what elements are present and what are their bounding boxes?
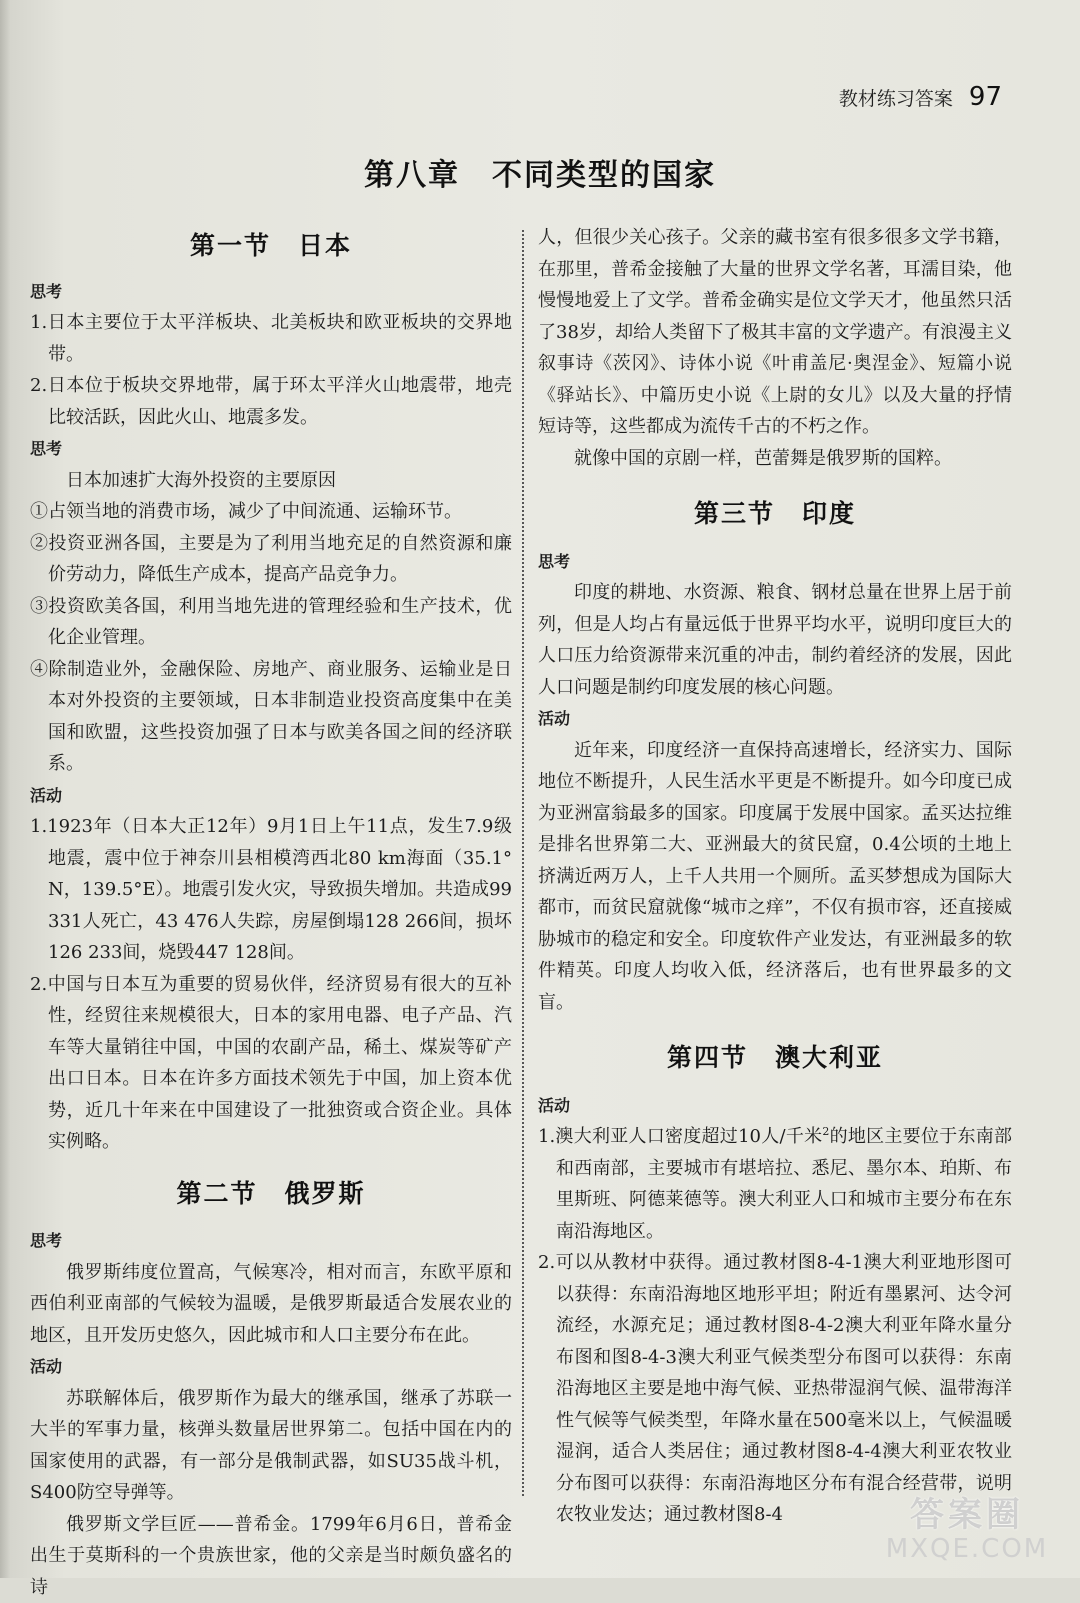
label-activity: 活动 <box>30 1351 512 1383</box>
paragraph <box>538 1121 1012 1247</box>
paragraph: 日本加速扩大海外投资的主要原因 <box>30 465 512 497</box>
paragraph: 俄罗斯文学巨匠——普希金。1799年6月6日，普希金出生于莫斯科的一个贵族世家，他的父亲是当时颇负盛名的诗 <box>30 1509 512 1603</box>
paragraph: 就像中国的京剧一样，芭蕾舞是俄罗斯的国粹。 <box>538 443 1012 475</box>
label-think: 思考 <box>30 1225 512 1257</box>
header-label: 教材练习答案 <box>839 84 953 111</box>
paragraph: ②投资亚洲各国，主要是为了利用当地充足的自然资源和廉价劳动力，降低生产成本，提高产品竞争力。 <box>30 528 512 591</box>
paragraph: 1.日本主要位于太平洋板块、北美板块和欧亚板块的交界地带。 <box>30 307 512 370</box>
superscript: 2 <box>822 1125 829 1138</box>
paragraph: ④除制造业外，金融保险、房地产、商业服务、运输业是日本对外投资的主要领域，日本非制造业投资高度集中在美国和欧盟，这些投资加强了日本与欧美各国之间的经济联系。 <box>30 654 512 780</box>
label-think: 思考 <box>538 546 1012 578</box>
section-title-japan: 第一节 日本 <box>30 230 512 262</box>
chapter-title: 第八章 不同类型的国家 <box>0 150 1080 194</box>
paragraph: 2.中国与日本互为重要的贸易伙伴，经济贸易有很大的互补性，经贸往来规模很大，日本的家用电器、电子产品、汽车等大量销往中国，中国的农副产品，稀土、煤炭等矿产出口日本。日本在许多方面技术领先于中国，加上资本优势，近几十年来在中国建设了一批独资或合资企业。具体实例略。 <box>30 969 512 1158</box>
page-number: 97 <box>969 82 1002 112</box>
paragraph: 印度的耕地、水资源、粮食、钢材总量在世界上居于前列，但是人均占有量远低于世界平均水平，说明印度巨大的人口压力给资源带来沉重的冲击，制约着经济的发展，因此人口问题是制约印度发展的核心问题。 <box>538 577 1012 703</box>
book-spine-shadow <box>0 0 10 1578</box>
paragraph: 1.1923年（日本大正12年）9月1日上午11点，发生7.9级地震，震中位于神奈川县相模湾西北80 km海面（35.1° N，139.5°E）。地震引发火灾，导致损失增加。共造成99 331人死亡，43 476人失踪，房屋倒塌128 266间，损坏126 233间，烧毁447 128间。 <box>30 811 512 969</box>
section-title-india: 第三节 印度 <box>538 498 1012 530</box>
paragraph: 近年来，印度经济一直保持高速增长，经济实力、国际地位不断提升，人民生活水平更是不断提升。如今印度已成为亚洲富翁最多的国家。印度属于发展中国家。孟买达拉维是排名世界第二大、亚洲最大的贫民窟，0.4公顷的土地上挤满近两万人，上千人共用一个厕所。孟买梦想成为国际大都市，而贫民窟就像“城市之痒”，不仅有损市容，还直接威胁城市的稳定和安全。印度软件产业发达，有亚洲最多的软件精英。印度人均收入低，经济落后，也有世界最多的文盲。 <box>538 735 1012 1019</box>
label-activity: 活动 <box>538 1090 1012 1122</box>
left-column <box>30 226 512 1603</box>
watermark-url: MXQE.COM <box>886 1534 1048 1564</box>
site-watermark <box>872 1490 1062 1570</box>
paragraph: 2.日本位于板块交界地带，属于环太平洋火山地震带，地壳比较活跃，因此火山、地震多发。 <box>30 370 512 433</box>
paragraph: 苏联解体后，俄罗斯作为最大的继承国，继承了苏联一大半的军事力量，核弹头数量居世界第二。包括中国在内的国家使用的武器，有一部分是俄制武器，如SU35战斗机，S400防空导弹等。 <box>30 1383 512 1509</box>
column-divider <box>522 230 524 1496</box>
text-run: 的地区主要位于东南部和西南部，主要城市有堪培拉、悉尼、墨尔本、珀斯、布里斯班、阿德莱德等。澳大利亚人口和城市主要分布在东南沿海地区。 <box>556 1126 1012 1242</box>
paragraph: ③投资欧美各国，利用当地先进的管理经验和生产技术，优化企业管理。 <box>30 591 512 654</box>
label-activity: 活动 <box>538 703 1012 735</box>
watermark-logo-text: 答案圈 <box>910 1496 1024 1534</box>
right-column <box>538 222 1012 1531</box>
label-think: 思考 <box>30 276 512 308</box>
paragraph: 俄罗斯纬度位置高，气候寒冷，相对而言，东欧平原和西伯利亚南部的气候较为温暖，是俄罗斯最适合发展农业的地区，且开发历史悠久，因此城市和人口主要分布在此。 <box>30 1257 512 1352</box>
label-activity: 活动 <box>30 780 512 812</box>
page-header <box>839 82 1002 112</box>
section-title-russia: 第二节 俄罗斯 <box>30 1178 512 1210</box>
paragraph: 人，但很少关心孩子。父亲的藏书室有很多很多文学书籍，在那里，普希金接触了大量的世界文学名著，耳濡目染，他慢慢地爱上了文学。普希金确实是位文学天才，他虽然只活了38岁，却给人类留下了极其丰富的文学遗产。有浪漫主义叙事诗《茨冈》、诗体小说《叶甫盖尼·奥涅金》、短篇小说《驿站长》、中篇历史小说《上尉的女儿》以及大量的抒情短诗等，这些都成为流传千古的不朽之作。 <box>538 222 1012 443</box>
paragraph: 2.可以从教材中获得。通过教材图8-4-1澳大利亚地形图可以获得：东南沿海地区地形平坦；附近有墨累河、达令河流经，水源充足；通过教材图8-4-2澳大利亚年降水量分布图和图8-4-3澳大利亚气候类型分布图可以获得：东南沿海地区主要是地中海气候、亚热带湿润气候、温带海洋性气候等气候类型，年降水量在500毫米以上，气候温暖湿润，适合人类居住；通过教材图8-4-4澳大利亚农牧业分布图可以获得：东南沿海地区分布有混合经营带，说明农牧业发达；通过教材图8-4 <box>538 1247 1012 1531</box>
text-run: 1.澳大利亚人口密度超过10人/千米 <box>538 1126 822 1147</box>
section-title-australia: 第四节 澳大利亚 <box>538 1042 1012 1074</box>
paragraph: ①占领当地的消费市场，减少了中间流通、运输环节。 <box>30 496 512 528</box>
label-think: 思考 <box>30 433 512 465</box>
